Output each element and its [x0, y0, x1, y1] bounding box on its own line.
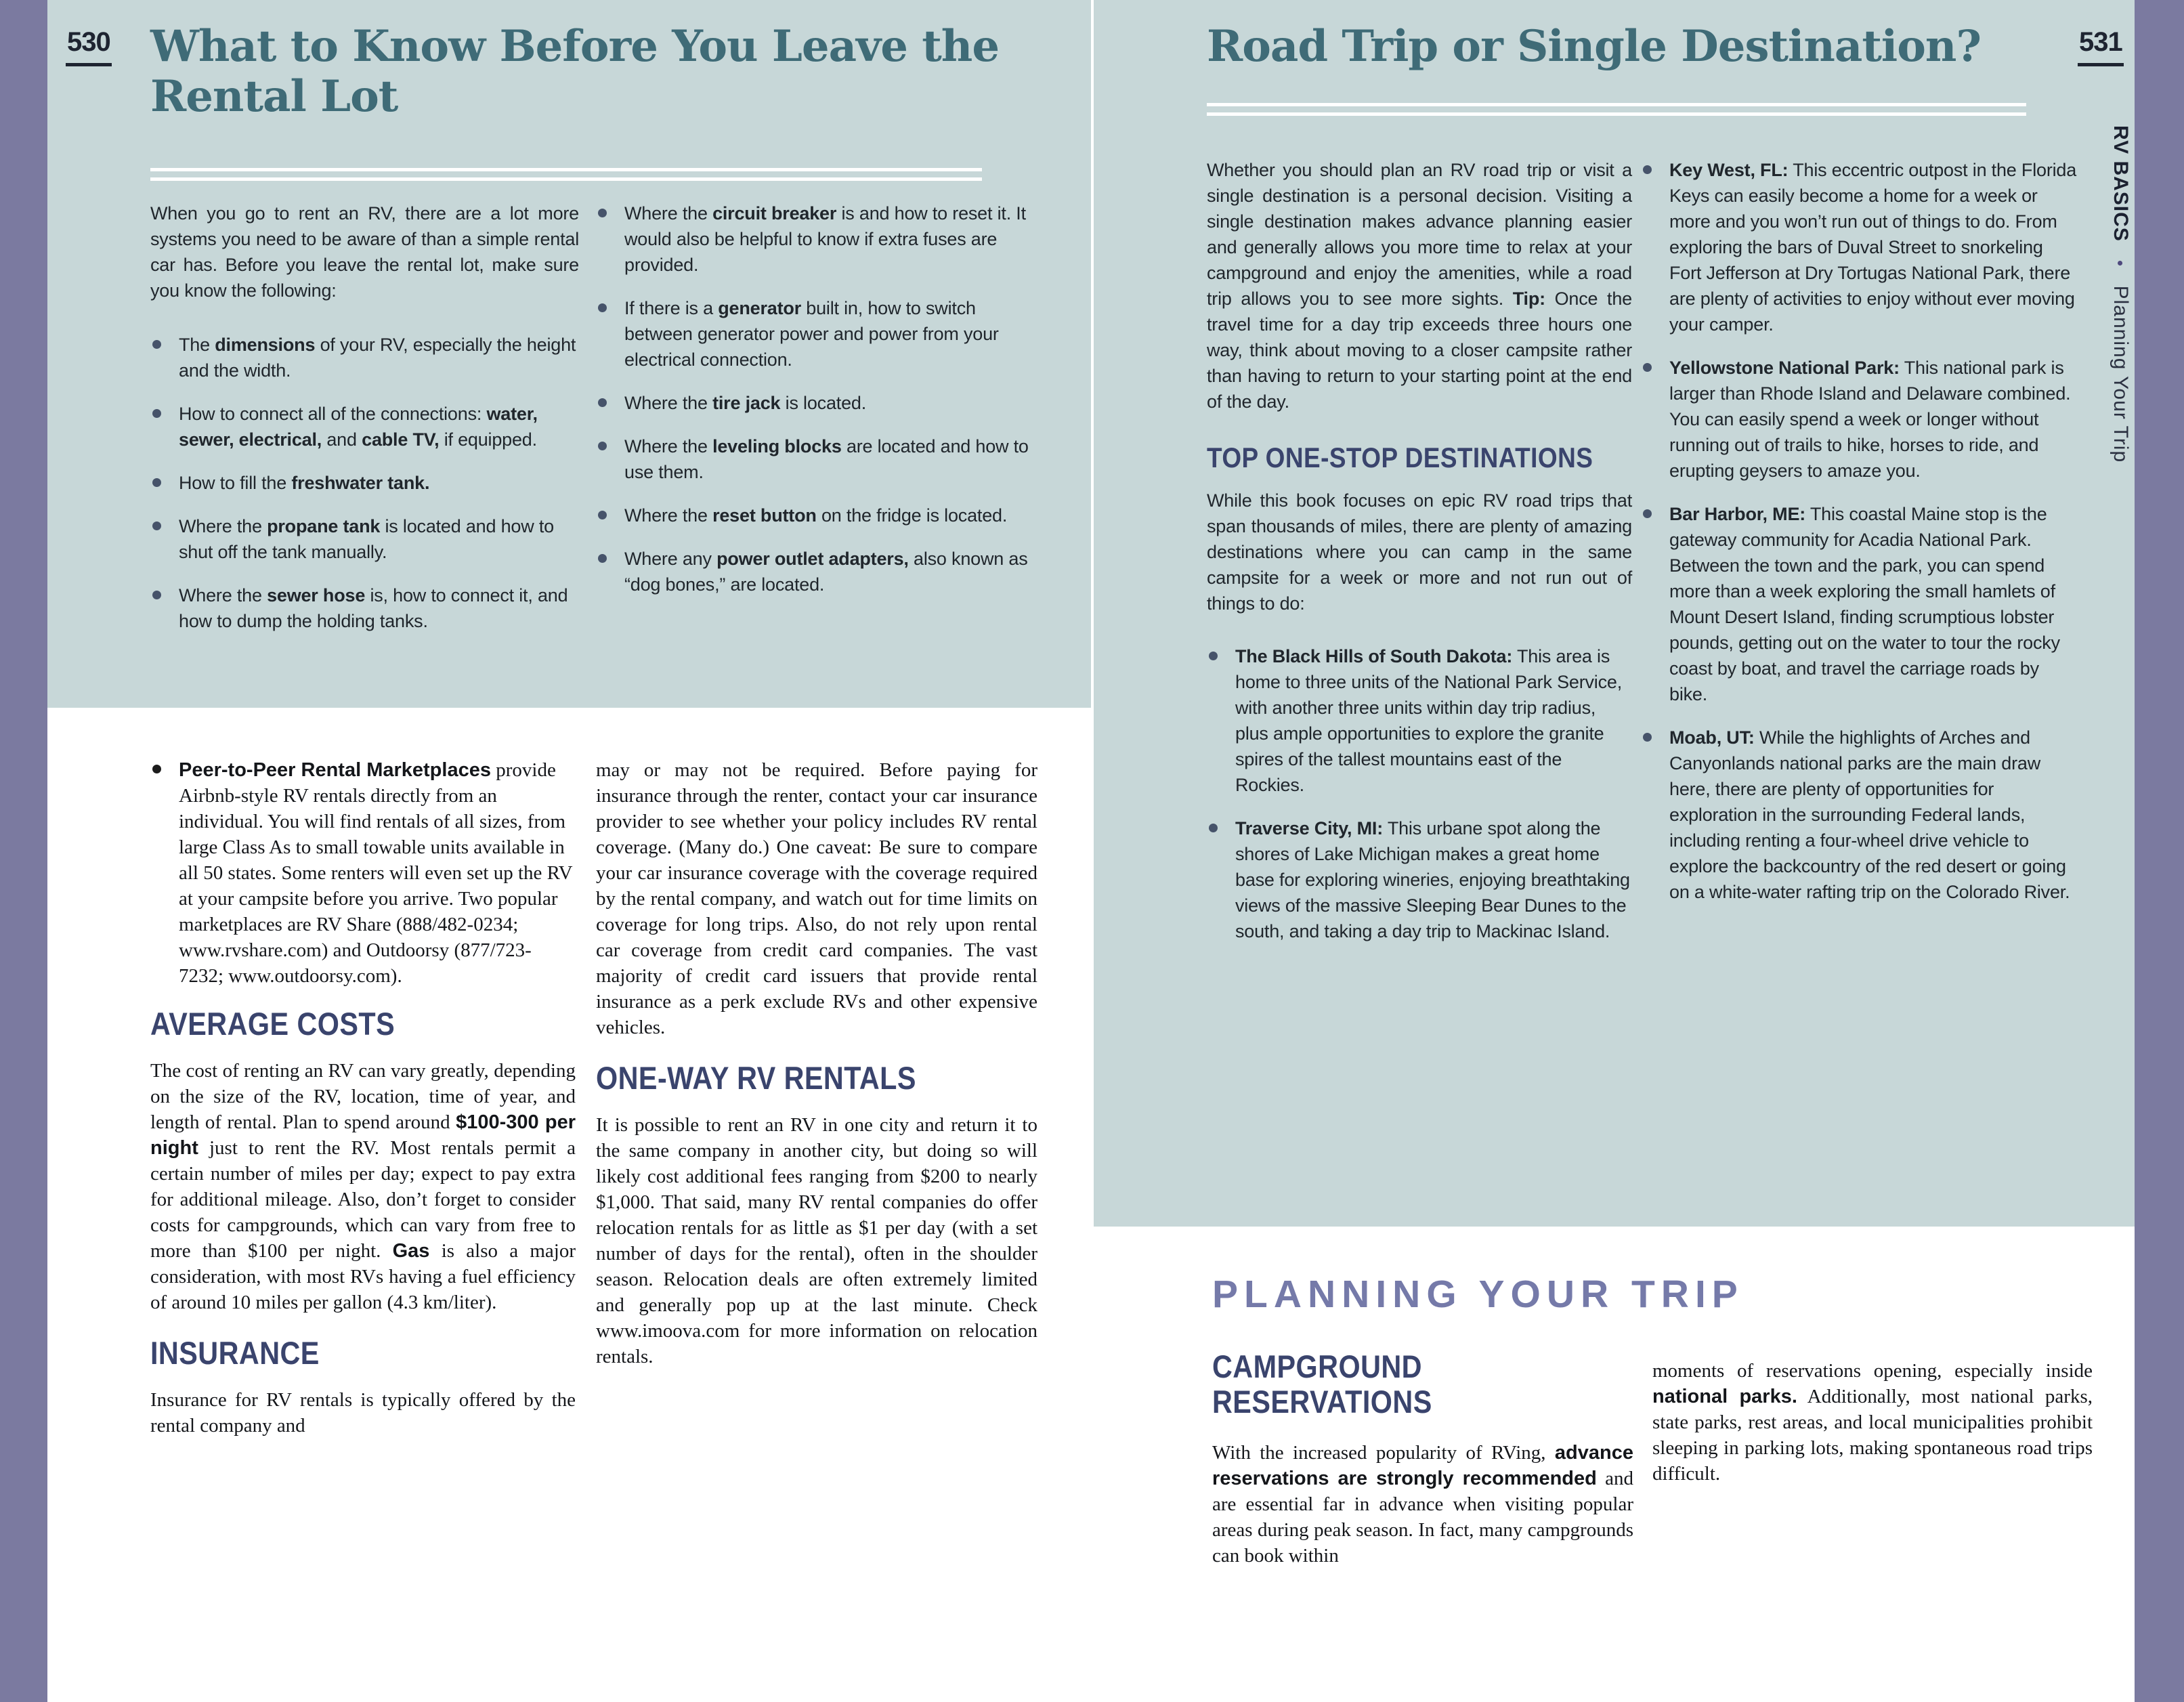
page-number-right-value: 531 — [2078, 27, 2124, 66]
campground-paragraph-start: With the increased popularity of RVing, advance reservations are strongly recommended and are essential far in advance when visiting popular areas during peak season. In fact, many campgrounds can book within — [1212, 1442, 1634, 1567]
left-box-column-1 — [150, 200, 579, 652]
left-title-rule — [150, 168, 982, 181]
right-white-column-2 — [1652, 1358, 2093, 1507]
list-item: Traverse City, MI: This urbane spot along the shores of Lake Michigan makes a great home base for exploring wineries, enjoying breathtaking views of the massive Sleeping Bear Dunes to the south, and taking a day trip to Mackinac Island. — [1207, 815, 1632, 944]
average-costs-heading: AVERAGE COSTS — [150, 1006, 395, 1042]
list-item: Yellowstone National Park: This national park is larger than Rhode Island and Delaware combined. You can easily spend a week or longer without running out of trails to hike, horses to ride, and erupting geysers to amaze you. — [1641, 355, 2080, 484]
left-page-title: What to Know Before You Leave the Rental Lot — [150, 21, 1000, 122]
rental-checklist-column-2 — [596, 200, 1037, 597]
left-page-edge-bar — [0, 0, 47, 1702]
list-item: Moab, UT: While the highlights of Arches and Canyonlands national parks are the main draw here, there are plenty of opportunities for exploration in the surrounding Federal lands, including renting a four-wheel drive vehicle to explore the backcountry of the red desert or going on a white-water rafting trip on the Colorado River. — [1641, 725, 2080, 905]
insurance-heading: INSURANCE — [150, 1335, 320, 1371]
chapter-sidebar-tab — [2090, 125, 2132, 803]
list-item: Peer-to-Peer Rental Marketplaces provide Airbnb-style RV rentals directly from an individual. You will find rentals of all sizes, from large Class As to small towable units available in all 50 states. Some renters will even set up the RV at your campsite before you arrive. Two popular marketplaces are RV Share (888/482-0234; www.rvshare.com) and Outdoorsy (877/723-7232; www.outdoorsy.com). — [150, 757, 576, 989]
one-way-rentals-paragraph: It is possible to rent an RV in one city and return it to the same company in another city, but doing so will likely cost additional fees ranging from $200 to nearly $1,000. That said, many RV rental companies do offer relocation rentals for as little as $1 per day (with a set number of days for the rental), often in the shoulder season. Relocation deals are often extremely limited and generally pop up at the last minute. Check www.imoova.com for more information on relocation rentals. — [596, 1114, 1037, 1367]
list-item: If there is a generator built in, how to switch between generator power and power from your electrical connection. — [596, 295, 1037, 373]
list-item: Where the propane tank is located and how to shut off the tank manually. — [150, 513, 579, 565]
sidebar-separator-dot: • — [2110, 260, 2131, 268]
destinations-list-column-2 — [1641, 157, 2080, 905]
list-item: How to connect all of the connections: water, sewer, electrical, and cable TV, if equipped. — [150, 401, 579, 452]
list-item: How to fill the freshwater tank. — [150, 470, 579, 496]
average-costs-paragraph: The cost of renting an RV can vary greatly, depending on the size of the RV, location, time of year, and length of rental. Plan to spend around $100-300 per night just to rent the RV. Most rentals permit a certain number of miles per day; expect to pay extra for additional mileage. Also, don’t forget to consider costs for campgrounds, which can vary from free to more than $100 per night. Gas is also a major consideration, with most RVs having a fuel efficiency of around 10 miles per gallon (4.3 km/liter). — [150, 1060, 576, 1313]
insurance-paragraph-start: Insurance for RV rentals is typically offered by the rental company and — [150, 1389, 576, 1437]
left-box-column-2 — [596, 200, 1037, 615]
road-trip-intro-paragraph: Whether you should plan an RV road trip or visit a single destination is a personal decision. Visiting a single destination makes advance planning easier and generally allows you more time to relax at your campground and enjoy the amenities, while a road trip allows you to see more sights. Tip: Once the travel time for a day trip exceeds three hours one way, think about moving to a closer campsite rather than having to return to your starting point at the end of the day. — [1207, 160, 1632, 412]
list-item: Where the tire jack is located. — [596, 390, 1037, 416]
right-page-edge-bar — [2135, 0, 2184, 1702]
list-item: Where the sewer hose is, how to connect it, and how to dump the holding tanks. — [150, 582, 579, 634]
list-item: Where the circuit breaker is and how to reset it. It would also be helpful to know if extra fuses are provided. — [596, 200, 1037, 278]
list-item: Where any power outlet adapters, also known as “dog bones,” are located. — [596, 546, 1037, 597]
right-title-rule — [1207, 103, 2026, 116]
list-item: Where the leveling blocks are located and how to use them. — [596, 433, 1037, 485]
planning-your-trip-heading: PLANNING YOUR TRIP — [1212, 1273, 1744, 1316]
list-item: Bar Harbor, ME: This coastal Maine stop is the gateway community for Acadia National Park. Between the town and the park, you can spend more than a week exploring the small hamlets of Mount Desert Island, finding scrumptious lobster pounds, getting out on the water to tour the rocky coast by boat, and travel the carriage roads by bike. — [1641, 501, 2080, 707]
right-white-column-1 — [1212, 1349, 1633, 1589]
list-item: Key West, FL: This eccentric outpost in the Florida Keys can easily become a home for a week or more and you won’t run out of things to do. From exploring the bars of Duval Street to snorkeling Fort Jefferson at Dry Tortugas National Park, there are plenty of activities to enjoy without ever moving your camper. — [1641, 157, 2080, 337]
right-box-column-1 — [1207, 157, 1632, 962]
page-number-left-value: 530 — [66, 27, 112, 66]
list-item: The dimensions of your RV, especially the height and the width. — [150, 332, 579, 383]
list-item: The Black Hills of South Dakota: This area is home to three units of the National Park Service, with another three units within day trip radius, plus ample opportunities to explore the granite spires of the tallest mountains east of the Rockies. — [1207, 643, 1632, 798]
top-destinations-heading: TOP ONE-STOP DESTINATIONS — [1207, 442, 1593, 473]
destinations-list-column-1 — [1207, 643, 1632, 944]
top-destinations-intro: While this book focuses on epic RV road trips that span thousands of miles, there are plenty of amazing destinations where you can camp in the same campsite for a week or more and not run out of things to do: — [1207, 490, 1632, 614]
campground-reservations-heading: CAMPGROUND RESERVATIONS — [1212, 1348, 1432, 1420]
left-intro-paragraph: When you go to rent an RV, there are a lot more systems you need to be aware of than a simple rental car has. Before you leave the rental lot, make sure you know the following: — [150, 203, 579, 301]
marketplace-list — [150, 757, 576, 989]
right-page-title: Road Trip or Single Destination? — [1207, 21, 1981, 72]
one-way-rentals-heading: ONE-WAY RV RENTALS — [596, 1060, 916, 1096]
campground-paragraph-continued: moments of reservations opening, especially inside national parks. Additionally, most national parks, state parks, rest areas, and local municipalities prohibit sleeping in parking lots, making spontaneous road trips difficult. — [1652, 1360, 2093, 1485]
left-white-column-1 — [150, 757, 576, 1459]
page-number-left — [66, 27, 112, 66]
rental-checklist-column-1 — [150, 332, 579, 634]
sidebar-section-label: RV BASICS — [2110, 125, 2132, 242]
right-box-column-2 — [1641, 157, 2080, 922]
left-white-column-2 — [596, 757, 1037, 1390]
list-item: Where the reset button on the fridge is located. — [596, 503, 1037, 528]
insurance-paragraph-continued: may or may not be required. Before paying for insurance through the renter, contact your car insurance provider to see whether your policy includes RV rental coverage. (Many do.) One caveat: Be sure to compare your car insurance coverage with the coverage required by the rental company, and watch out for time limits on coverage for long trips. Also, do not rely upon rental car coverage from credit card companies. The vast majority of credit card issuers that provide rental insurance as a perk exclude RVs and other expensive vehicles. — [596, 759, 1037, 1038]
sidebar-topic-label: Planning Your Trip — [2110, 285, 2132, 463]
